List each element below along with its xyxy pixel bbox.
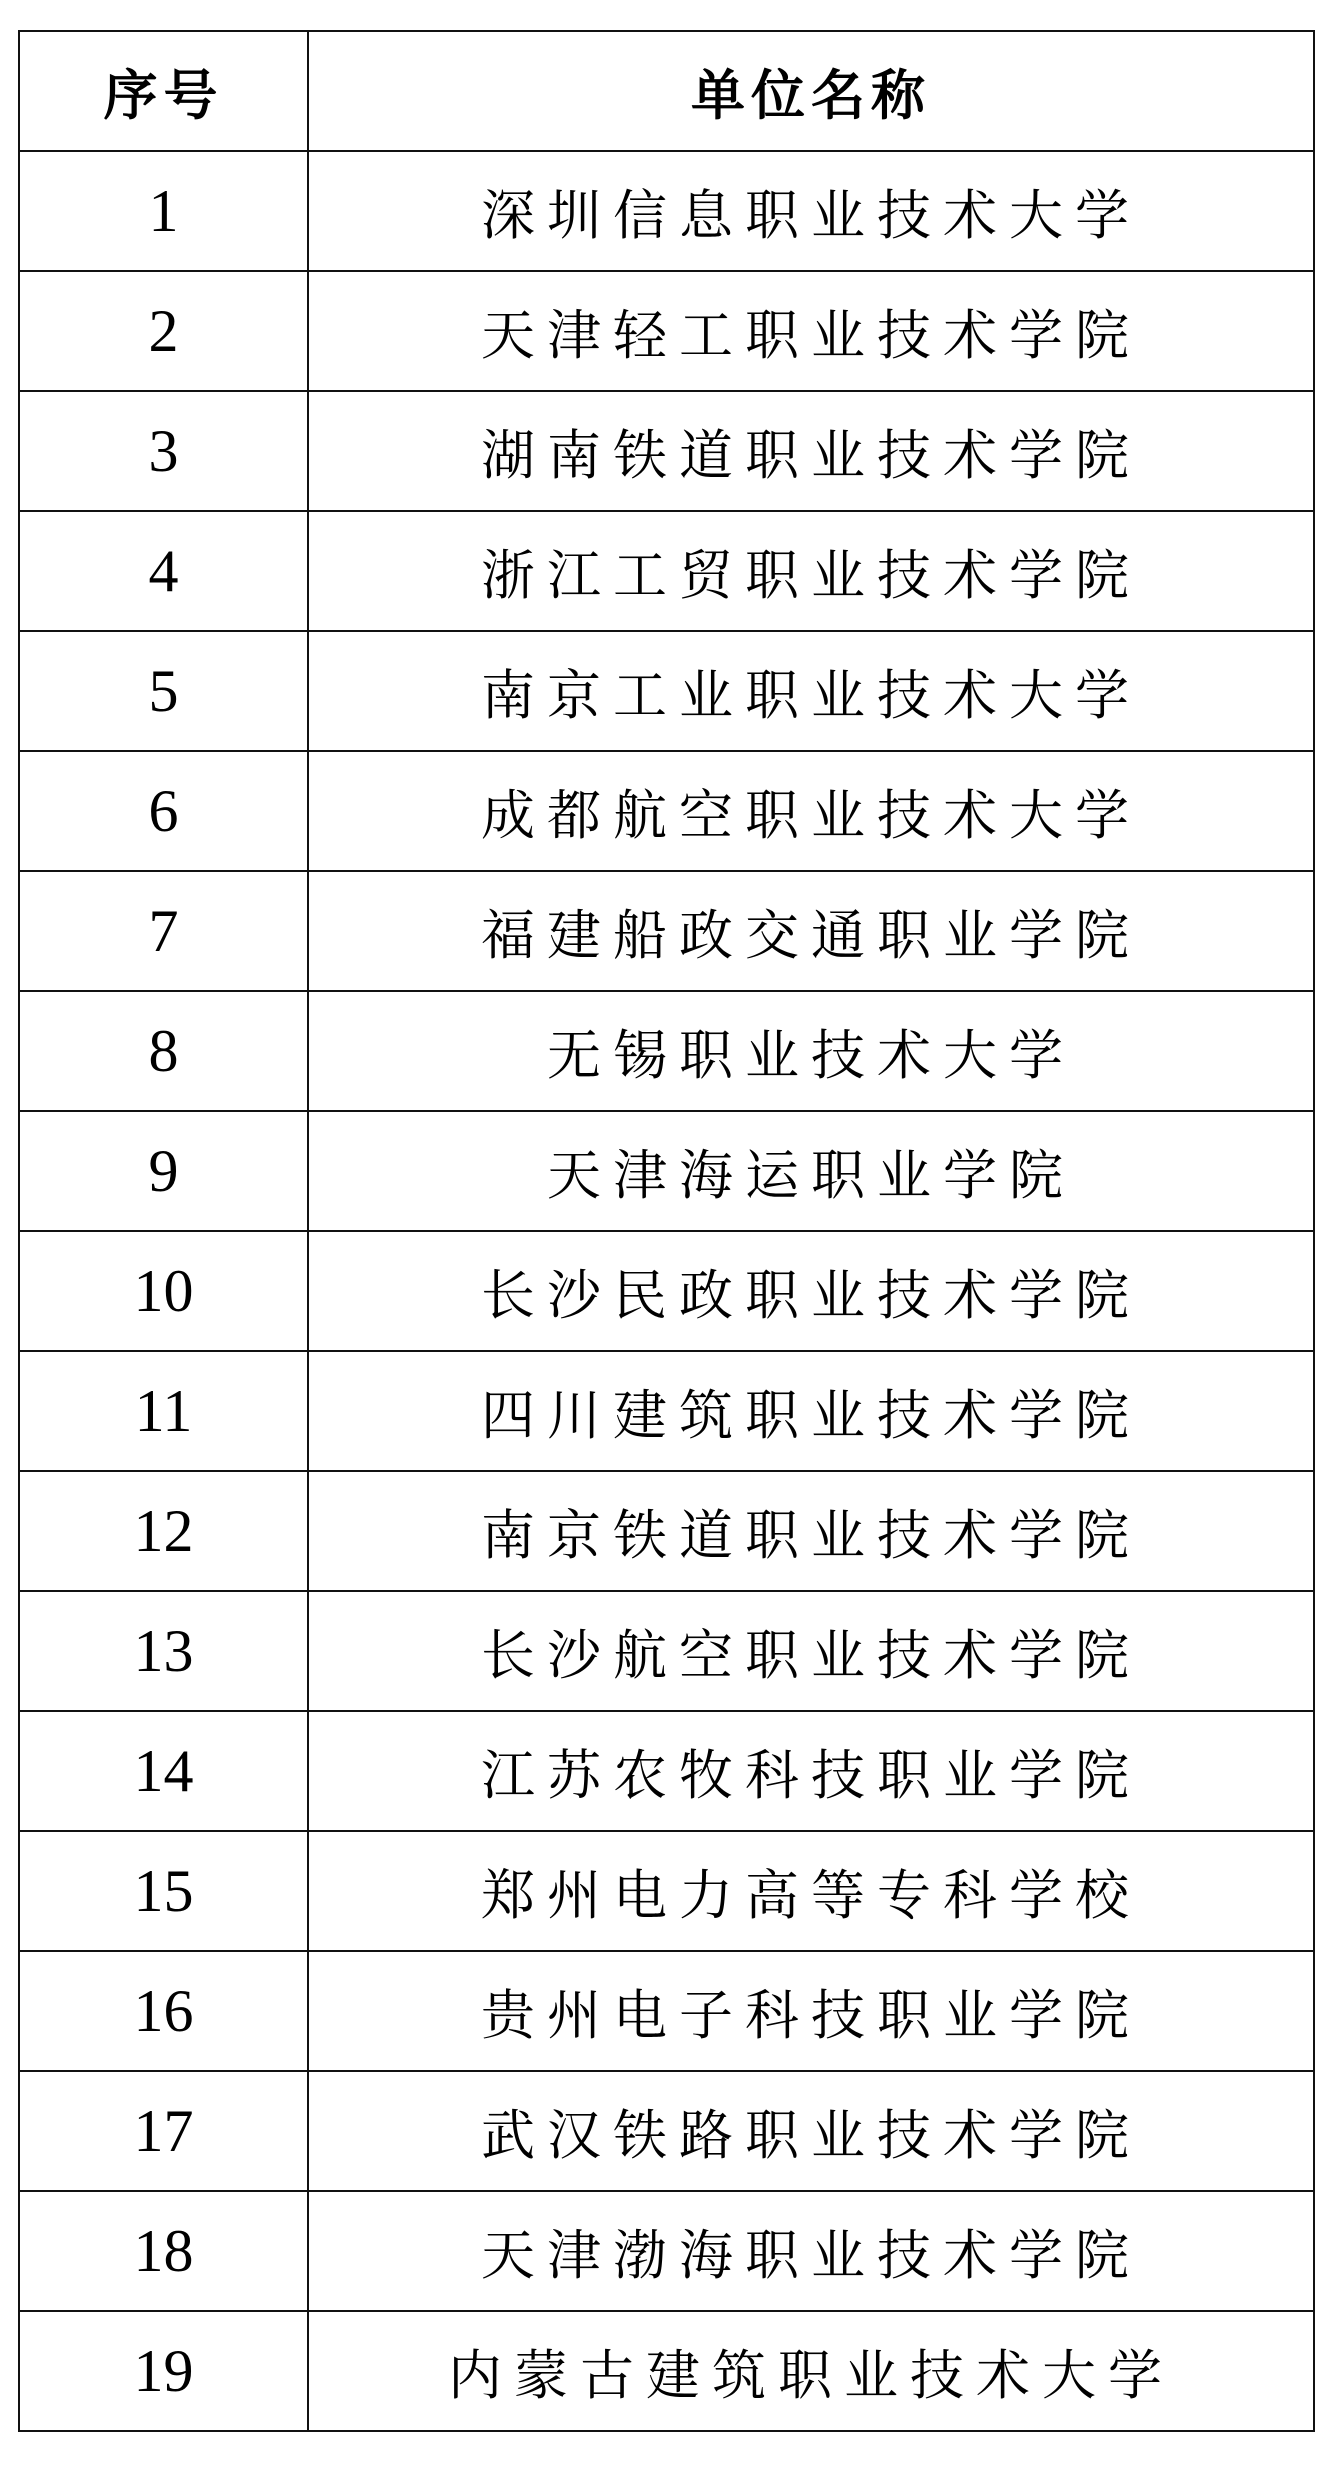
table-row (19, 271, 1314, 391)
row-unit-name: 天津轻工职业技术学院 (308, 271, 1314, 391)
table-row (19, 2191, 1314, 2311)
header-unit-name: 单位名称 (308, 31, 1314, 151)
table-row (19, 2311, 1314, 2431)
table-row (19, 1471, 1314, 1591)
table-row (19, 391, 1314, 511)
row-serial-number: 7 (19, 871, 308, 991)
row-serial-number: 17 (19, 2071, 308, 2191)
row-serial-number: 4 (19, 511, 308, 631)
row-unit-name: 福建船政交通职业学院 (308, 871, 1314, 991)
row-unit-name: 武汉铁路职业技术学院 (308, 2071, 1314, 2191)
row-unit-name: 天津海运职业学院 (308, 1111, 1314, 1231)
table-row (19, 1231, 1314, 1351)
row-unit-name: 贵州电子科技职业学院 (308, 1951, 1314, 2071)
table-row (19, 1351, 1314, 1471)
row-serial-number: 15 (19, 1831, 308, 1951)
table-row (19, 2071, 1314, 2191)
table-row (19, 991, 1314, 1111)
table-row (19, 1711, 1314, 1831)
row-unit-name: 南京铁道职业技术学院 (308, 1471, 1314, 1591)
row-unit-name: 深圳信息职业技术大学 (308, 151, 1314, 271)
table-row (19, 511, 1314, 631)
table-row (19, 871, 1314, 991)
row-unit-name: 郑州电力高等专科学校 (308, 1831, 1314, 1951)
row-serial-number: 3 (19, 391, 308, 511)
row-serial-number: 2 (19, 271, 308, 391)
row-serial-number: 9 (19, 1111, 308, 1231)
table-row (19, 1591, 1314, 1711)
table-row (19, 1831, 1314, 1951)
row-serial-number: 14 (19, 1711, 308, 1831)
row-serial-number: 10 (19, 1231, 308, 1351)
row-unit-name: 南京工业职业技术大学 (308, 631, 1314, 751)
row-serial-number: 13 (19, 1591, 308, 1711)
row-unit-name: 浙江工贸职业技术学院 (308, 511, 1314, 631)
row-unit-name: 天津渤海职业技术学院 (308, 2191, 1314, 2311)
header-serial-number: 序号 (19, 31, 308, 151)
table-row (19, 1111, 1314, 1231)
row-unit-name: 无锡职业技术大学 (308, 991, 1314, 1111)
row-serial-number: 5 (19, 631, 308, 751)
table-row (19, 751, 1314, 871)
row-unit-name: 湖南铁道职业技术学院 (308, 391, 1314, 511)
row-serial-number: 19 (19, 2311, 308, 2431)
institution-table (18, 30, 1315, 2432)
table-row (19, 151, 1314, 271)
row-unit-name: 长沙民政职业技术学院 (308, 1231, 1314, 1351)
row-serial-number: 6 (19, 751, 308, 871)
row-serial-number: 16 (19, 1951, 308, 2071)
row-unit-name: 四川建筑职业技术学院 (308, 1351, 1314, 1471)
table-header-row (19, 31, 1314, 151)
row-serial-number: 11 (19, 1351, 308, 1471)
row-serial-number: 8 (19, 991, 308, 1111)
table-row (19, 1951, 1314, 2071)
row-serial-number: 1 (19, 151, 308, 271)
row-unit-name: 江苏农牧科技职业学院 (308, 1711, 1314, 1831)
row-unit-name: 长沙航空职业技术学院 (308, 1591, 1314, 1711)
row-serial-number: 18 (19, 2191, 308, 2311)
row-unit-name: 内蒙古建筑职业技术大学 (308, 2311, 1314, 2431)
table-row (19, 631, 1314, 751)
row-serial-number: 12 (19, 1471, 308, 1591)
row-unit-name: 成都航空职业技术大学 (308, 751, 1314, 871)
